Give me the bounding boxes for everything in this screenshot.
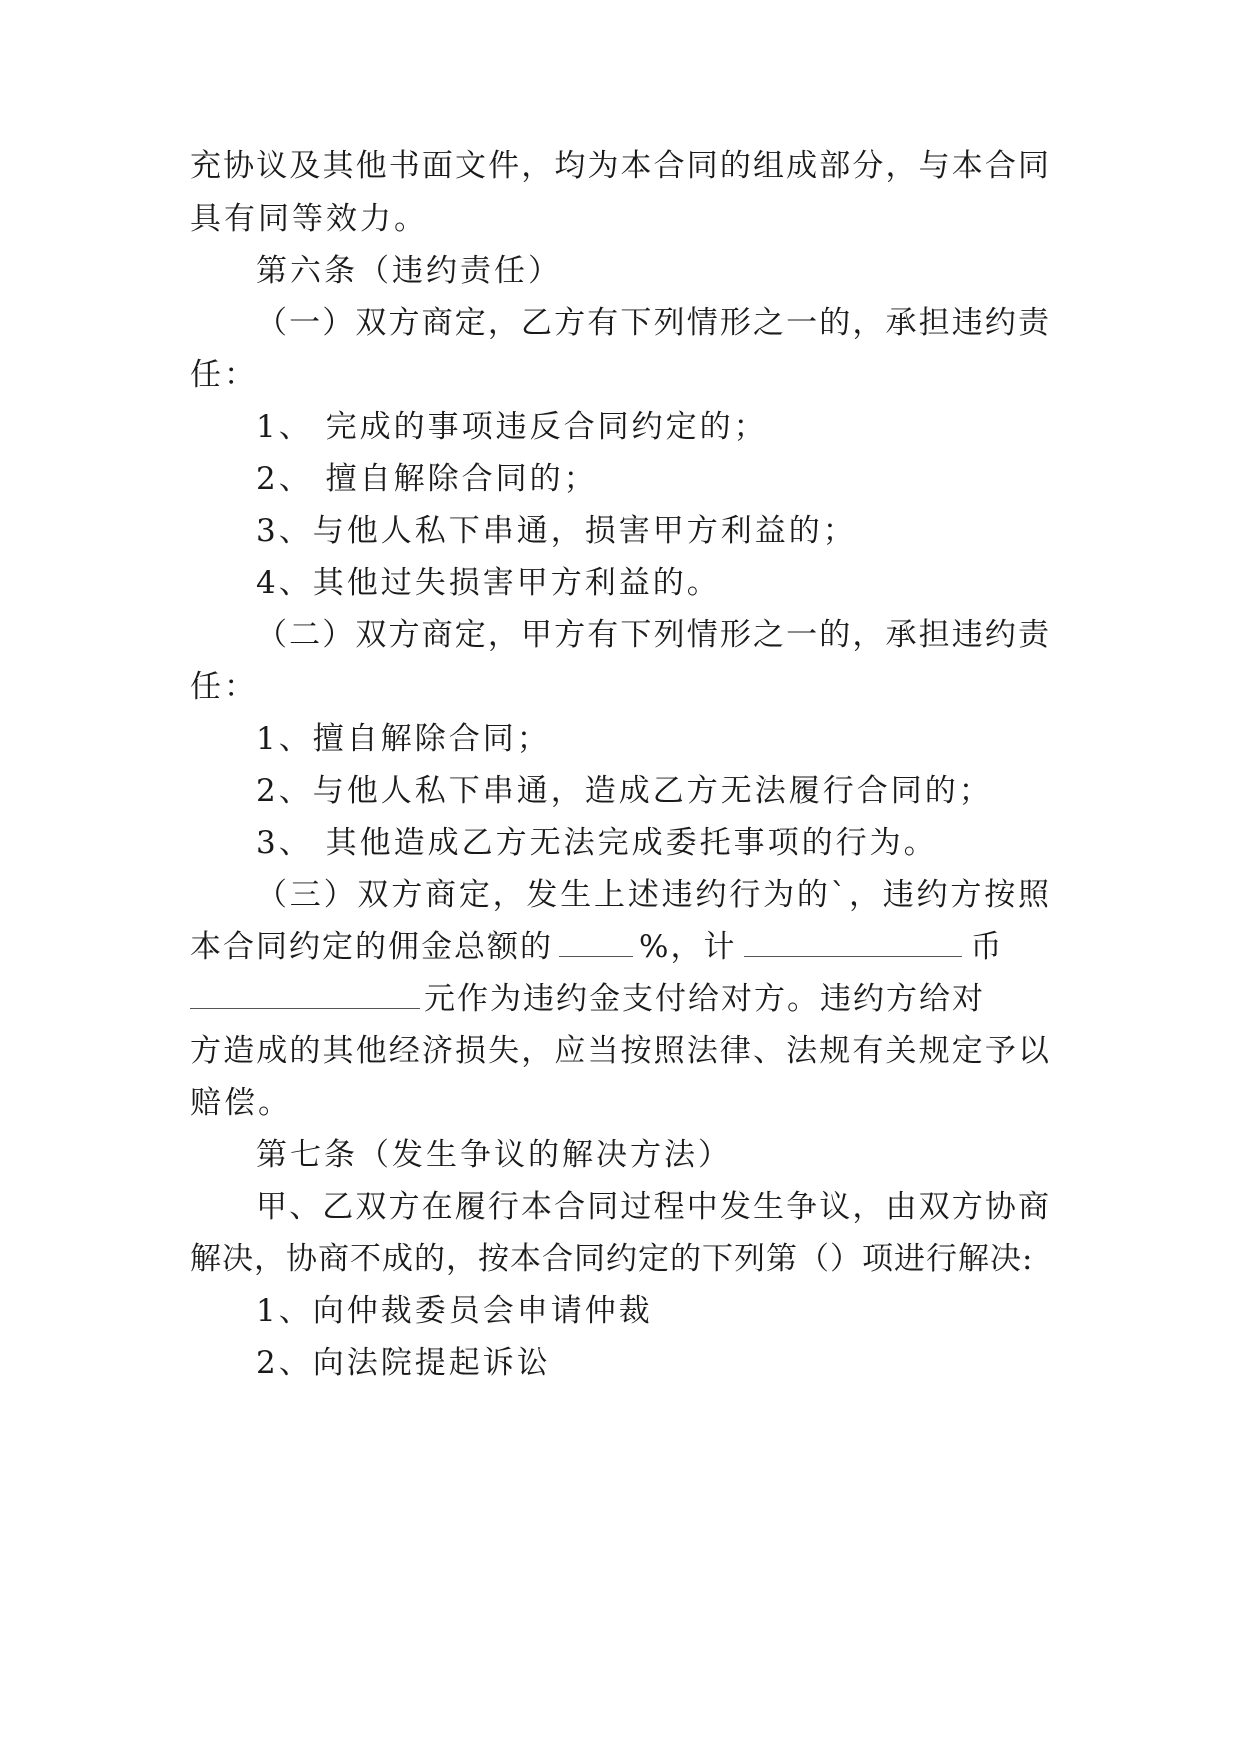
list-item: 1、擅自解除合同；: [256, 721, 551, 757]
paragraph-line: 具有同等效力。: [190, 201, 428, 237]
paragraph-line: （一）双方商定，乙方有下列情形之一的，承担违约责: [256, 305, 1050, 341]
paragraph-line-with-blanks: [190, 979, 985, 1019]
text-segment: 元作为违约金支付给对方。违约方给对: [424, 981, 985, 1017]
article-heading: 第七条（发生争议的解决方法）: [256, 1137, 732, 1173]
fill-in-blank: [559, 928, 633, 957]
text-segment: 本合同约定的佣金总额的: [190, 929, 553, 965]
text-segment: 币: [970, 929, 1004, 965]
paragraph-line: （二）双方商定，甲方有下列情形之一的，承担违约责: [256, 617, 1050, 653]
list-item: 3、 其他造成乙方无法完成委托事项的行为。: [256, 825, 938, 861]
paragraph-line: 解决，协商不成的，按本合同约定的下列第（）项进行解决:: [190, 1241, 1034, 1277]
list-item: 1、向仲裁委员会申请仲裁: [256, 1293, 653, 1329]
list-item: 3、与他人私下串通，损害甲方利益的；: [256, 513, 857, 549]
fill-in-blank: [744, 928, 962, 957]
paragraph-line-with-blanks: [190, 927, 1050, 967]
paragraph-line: 任：: [190, 357, 258, 393]
list-item: 1、 完成的事项违反合同约定的；: [256, 409, 768, 445]
paragraph-line: 甲、乙双方在履行本合同过程中发生争议，由双方协商: [256, 1189, 1050, 1225]
paragraph-line: 方造成的其他经济损失，应当按照法律、法规有关规定予以: [190, 1033, 1050, 1069]
fill-in-blank: [190, 980, 420, 1009]
paragraph-line: （三）双方商定，发生上述违约行为的`，违约方按照: [256, 877, 1050, 913]
paragraph-line: 赔偿。: [190, 1085, 292, 1121]
list-item: 2、与他人私下串通，造成乙方无法履行合同的；: [256, 773, 993, 809]
paragraph-line: 充协议及其他书面文件，均为本合同的组成部分，与本合同: [190, 148, 1050, 184]
text-segment: %，计: [639, 929, 737, 965]
list-item: 2、向法院提起诉讼: [256, 1345, 551, 1381]
list-item: 4、其他过失损害甲方利益的。: [256, 565, 721, 601]
article-heading: 第六条（违约责任）: [256, 253, 562, 289]
list-item: 2、 擅自解除合同的；: [256, 461, 598, 497]
paragraph-line: 任：: [190, 669, 258, 705]
